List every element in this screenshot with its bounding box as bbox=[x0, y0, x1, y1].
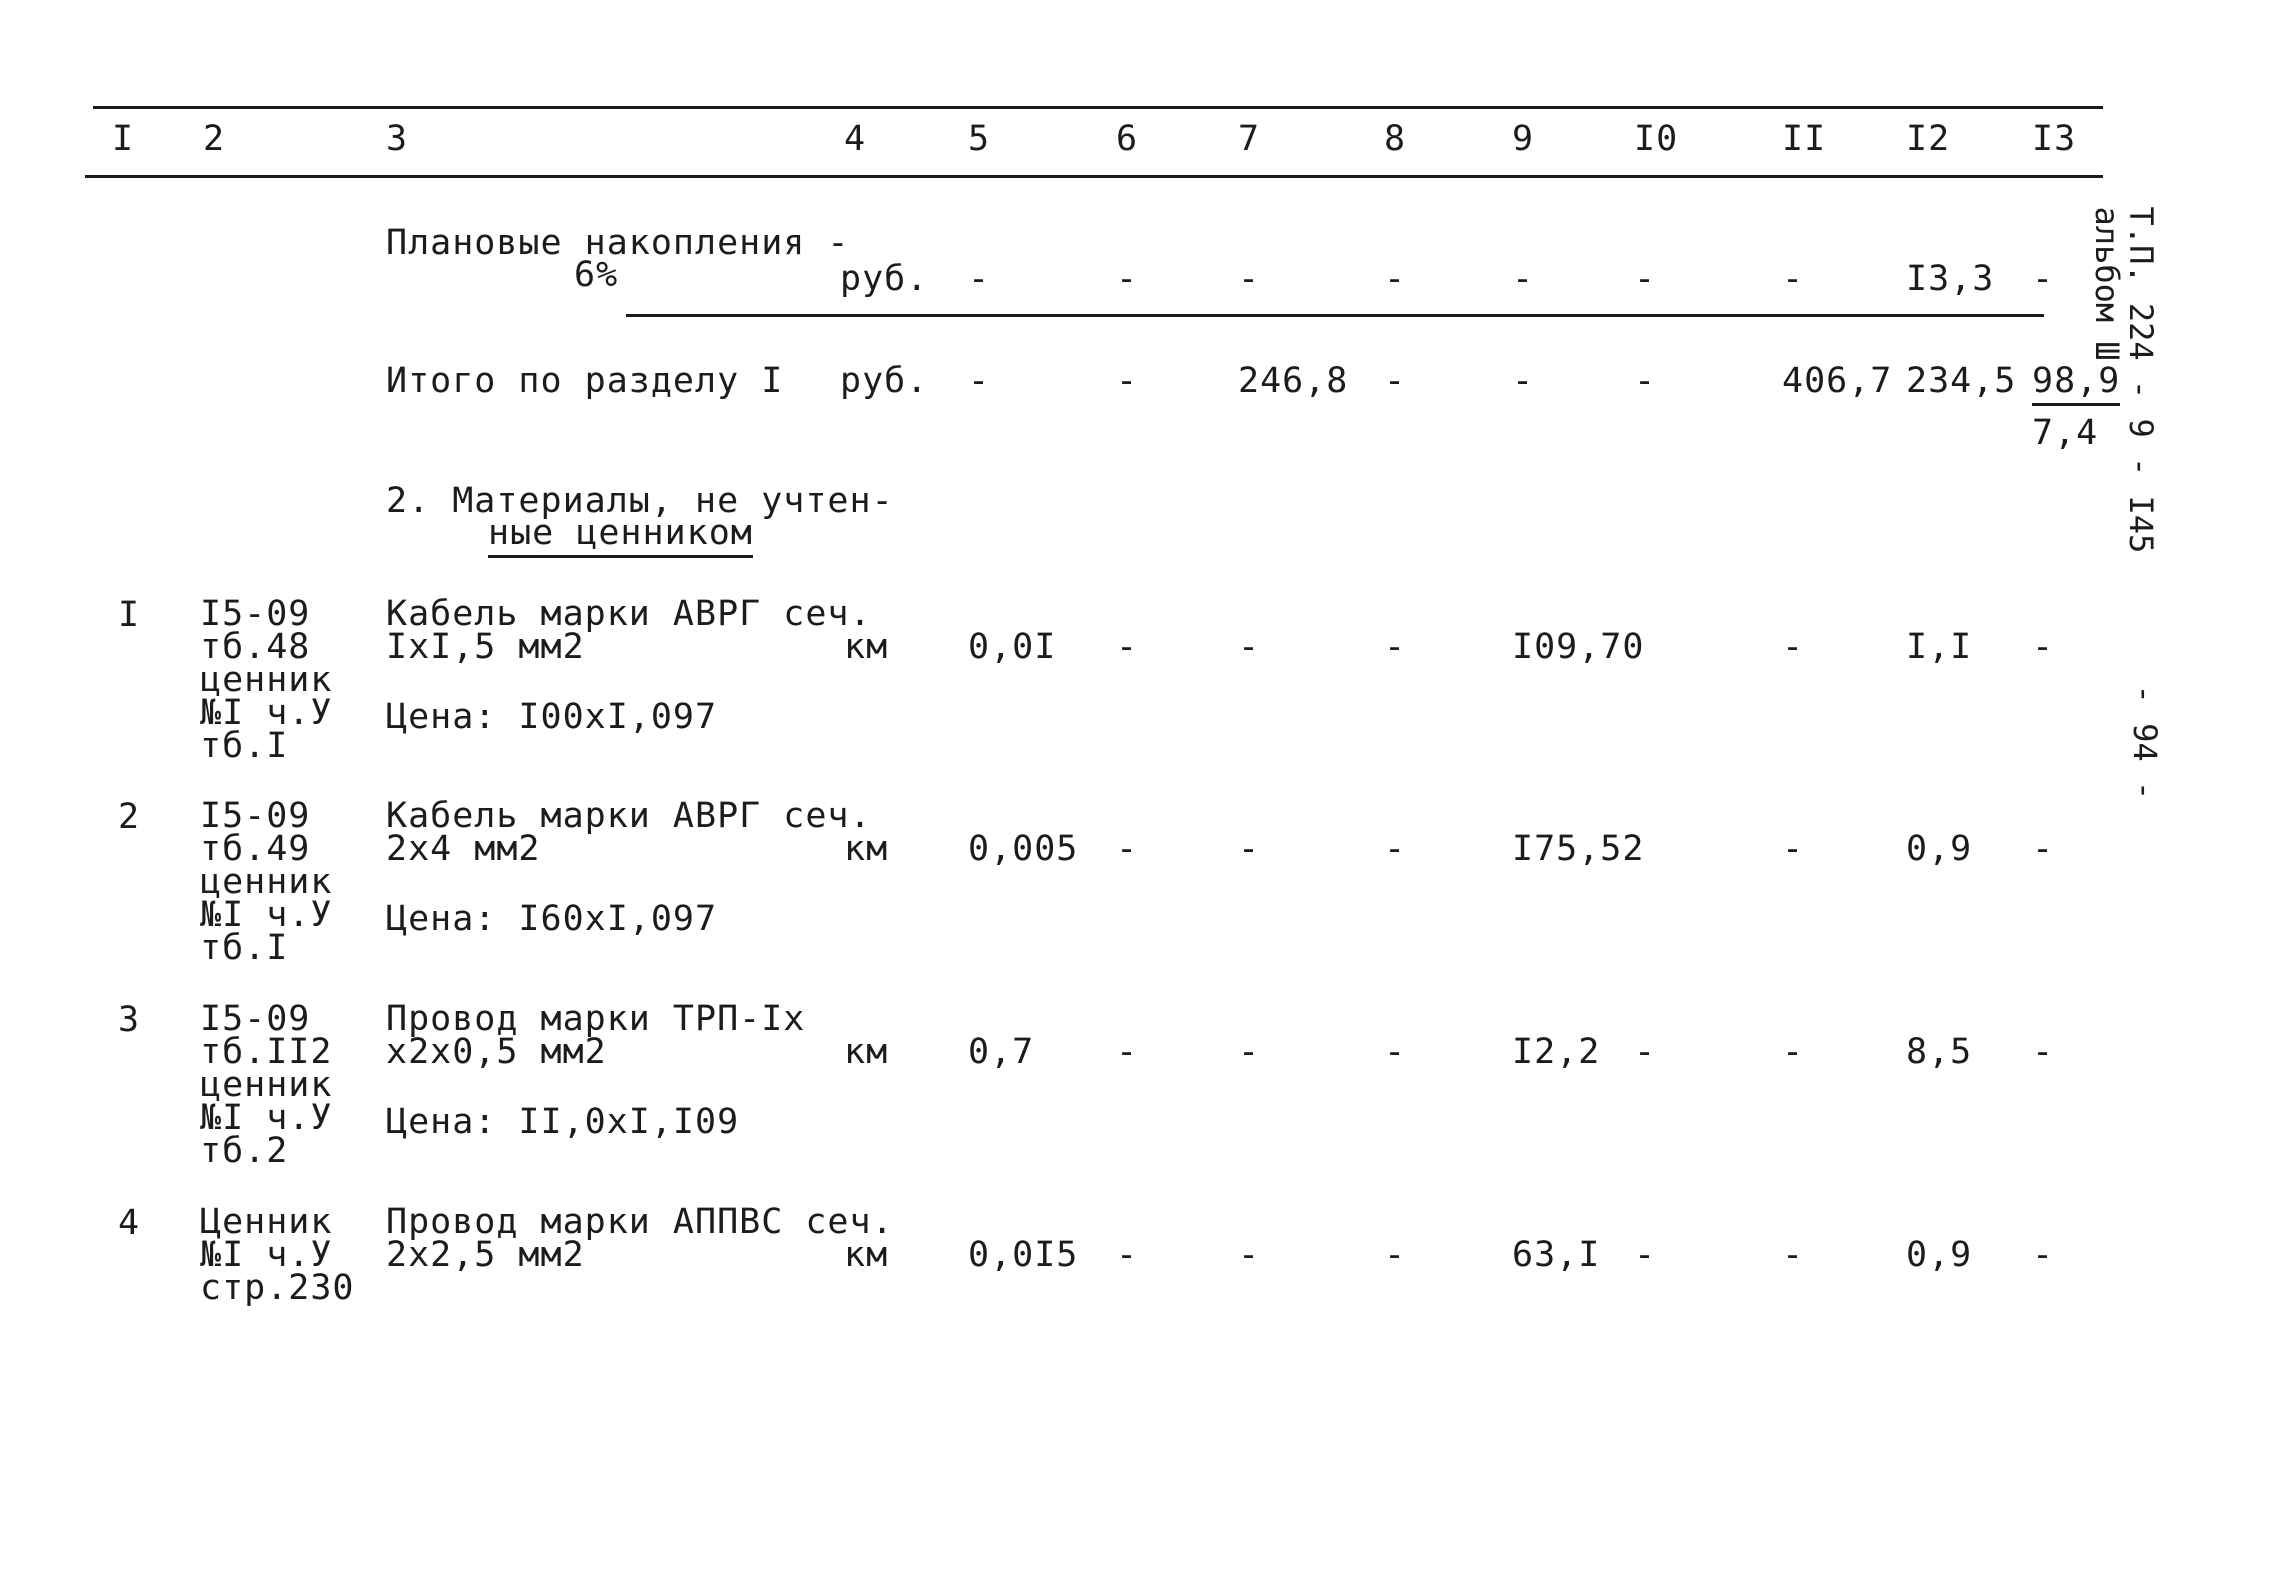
row-c13: - bbox=[2032, 1032, 2055, 1072]
row-name: Провод марки ТРП-Ix x2x0,5 мм2 bbox=[386, 999, 806, 1072]
row-c7: - bbox=[1238, 1235, 1261, 1275]
total-c5: - bbox=[968, 361, 991, 401]
row-number: I bbox=[118, 595, 141, 635]
row-c11: - bbox=[1782, 1235, 1805, 1275]
col-header-1: I bbox=[112, 119, 135, 159]
row-c7: - bbox=[1238, 627, 1261, 667]
total-c12: 234,5 bbox=[1906, 361, 2017, 401]
col-header-3: 3 bbox=[386, 119, 409, 159]
section-title-line2: ные ценником bbox=[488, 516, 753, 558]
col-header-6: 6 bbox=[1116, 119, 1139, 159]
row-number: 3 bbox=[118, 1000, 141, 1040]
row-number: 2 bbox=[118, 797, 141, 837]
row-c6: - bbox=[1116, 1235, 1139, 1275]
col-header-11: II bbox=[1782, 119, 1827, 159]
total-c11: 406,7 bbox=[1782, 361, 1893, 401]
total-name: Итого по разделу I bbox=[386, 361, 784, 401]
planned-c10: - bbox=[1634, 259, 1657, 299]
row-c12: I,I bbox=[1906, 627, 1973, 667]
row-code: I5-09 тб.48 ценник №I ч.У тб.I bbox=[200, 594, 333, 766]
table-header-bottom-rule bbox=[85, 175, 2103, 178]
col-header-5: 5 bbox=[968, 119, 991, 159]
row-price: Цена: II,0xI,I09 bbox=[386, 1102, 740, 1142]
row-c11: - bbox=[1782, 1032, 1805, 1072]
total-c13-bottom: 7,4 bbox=[2032, 413, 2099, 453]
row-c13: - bbox=[2032, 627, 2055, 667]
row-c7: - bbox=[1238, 829, 1261, 869]
row-price: Цена: I60xI,097 bbox=[386, 899, 718, 939]
row-c8: - bbox=[1384, 1032, 1407, 1072]
row-c9: I75,52 bbox=[1512, 829, 1645, 869]
side-page-number bbox=[2126, 646, 2190, 801]
section-title-line1: 2. Материалы, не учтен- bbox=[386, 481, 894, 521]
page-number: - 94 - bbox=[2126, 684, 2164, 801]
album-label: альбом Ш bbox=[2088, 206, 2126, 361]
total-c8: - bbox=[1384, 361, 1407, 401]
row-unit: км bbox=[844, 627, 889, 667]
row-c5: 0,0I bbox=[968, 627, 1057, 667]
row-c13: - bbox=[2032, 1235, 2055, 1275]
row-c5: 0,005 bbox=[968, 829, 1079, 869]
row-c13: - bbox=[2032, 829, 2055, 869]
row-name: Кабель марки АВРГ сеч. IxI,5 мм2 bbox=[386, 594, 872, 667]
planned-c9: - bbox=[1512, 259, 1535, 299]
doc-code: Т.П. 224 - 9 - I45 bbox=[2122, 206, 2160, 554]
summary-rule bbox=[626, 314, 2044, 317]
row-name: Провод марки АППВС сеч. 2x2,5 мм2 bbox=[386, 1202, 894, 1275]
col-header-8: 8 bbox=[1384, 119, 1407, 159]
row-c12: 0,9 bbox=[1906, 1235, 1973, 1275]
row-code: I5-09 тб.II2 ценник №I ч.У тб.2 bbox=[200, 999, 333, 1171]
total-c9: - bbox=[1512, 361, 1535, 401]
row-c5: 0,7 bbox=[968, 1032, 1035, 1072]
col-header-4: 4 bbox=[844, 119, 867, 159]
row-number: 4 bbox=[118, 1203, 141, 1243]
row-c8: - bbox=[1384, 627, 1407, 667]
planned-name-line2: 6% bbox=[574, 255, 619, 295]
side-album bbox=[2088, 168, 2152, 361]
row-c8: - bbox=[1384, 829, 1407, 869]
row-c11: - bbox=[1782, 627, 1805, 667]
row-c9: 63,I bbox=[1512, 1235, 1601, 1275]
col-header-13: I3 bbox=[2032, 119, 2077, 159]
row-unit: км bbox=[844, 1032, 889, 1072]
row-unit: км bbox=[844, 829, 889, 869]
row-name: Кабель марки АВРГ сеч. 2x4 мм2 bbox=[386, 796, 872, 869]
row-c6: - bbox=[1116, 627, 1139, 667]
row-c10: - bbox=[1634, 1235, 1657, 1275]
planned-c5: - bbox=[968, 259, 991, 299]
row-c10: - bbox=[1634, 1032, 1657, 1072]
planned-c7: - bbox=[1238, 259, 1261, 299]
row-code: I5-09 тб.49 ценник №I ч.У тб.I bbox=[200, 796, 333, 968]
col-header-2: 2 bbox=[203, 119, 226, 159]
row-price: Цена: I00xI,097 bbox=[386, 697, 718, 737]
row-c9: I09,70 bbox=[1512, 627, 1645, 667]
row-c12: 8,5 bbox=[1906, 1032, 1973, 1072]
table-top-rule bbox=[93, 106, 2103, 109]
planned-c8: - bbox=[1384, 259, 1407, 299]
total-c7: 246,8 bbox=[1238, 361, 1349, 401]
total-c6: - bbox=[1116, 361, 1139, 401]
col-header-10: I0 bbox=[1634, 119, 1679, 159]
col-header-9: 9 bbox=[1512, 119, 1535, 159]
row-c7: - bbox=[1238, 1032, 1261, 1072]
planned-c12: I3,3 bbox=[1906, 259, 1995, 299]
row-c8: - bbox=[1384, 1235, 1407, 1275]
col-header-12: I2 bbox=[1906, 119, 1951, 159]
planned-c11: - bbox=[1782, 259, 1805, 299]
planned-c6: - bbox=[1116, 259, 1139, 299]
row-c9: I2,2 bbox=[1512, 1032, 1601, 1072]
planned-c13: - bbox=[2032, 259, 2055, 299]
row-c12: 0,9 bbox=[1906, 829, 1973, 869]
total-c10: - bbox=[1634, 361, 1657, 401]
total-unit: руб. bbox=[840, 361, 929, 401]
row-unit: км bbox=[844, 1235, 889, 1275]
planned-unit: руб. bbox=[840, 259, 929, 299]
row-c6: - bbox=[1116, 1032, 1139, 1072]
planned-name-line1: Плановые накопления - bbox=[386, 223, 850, 263]
row-c5: 0,0I5 bbox=[968, 1235, 1079, 1275]
row-c6: - bbox=[1116, 829, 1139, 869]
row-c11: - bbox=[1782, 829, 1805, 869]
row-code: Ценник №I ч.У стр.230 bbox=[200, 1202, 355, 1308]
total-c13-top: 98,9 bbox=[2032, 364, 2120, 406]
col-header-7: 7 bbox=[1238, 119, 1261, 159]
